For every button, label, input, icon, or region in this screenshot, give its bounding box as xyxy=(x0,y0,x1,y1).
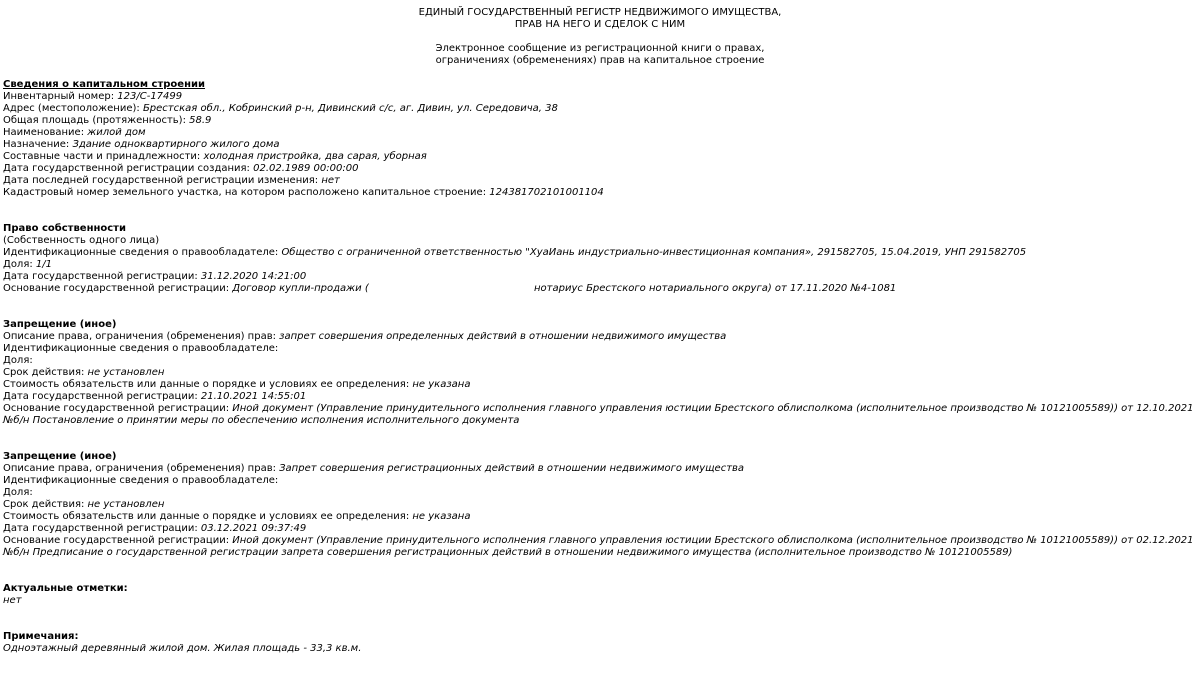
ban-section-1 xyxy=(3,319,1197,427)
row-label: Назначение: xyxy=(3,139,73,150)
row-label: Дата государственной регистрации создания: xyxy=(3,163,254,174)
row-label: Срок действия: xyxy=(3,499,88,510)
row-value: не указана xyxy=(412,511,471,522)
ban-row xyxy=(3,499,1197,511)
row-label: Инвентарный номер: xyxy=(3,91,118,102)
row-value: не установлен xyxy=(87,499,165,510)
ban-section-title: Запрещение (иное) xyxy=(3,319,117,330)
ban-row xyxy=(3,535,1197,559)
ban-row xyxy=(3,487,1197,499)
row-label: Срок действия: xyxy=(3,367,88,378)
building-row xyxy=(3,151,1197,163)
header-line-1: ЕДИНЫЙ ГОСУДАРСТВЕННЫЙ РЕГИСТР НЕДВИЖИМОГО ИМУЩЕСТВА, xyxy=(418,7,782,18)
building-row xyxy=(3,115,1197,127)
row-label: Общая площадь (протяженность): xyxy=(3,115,190,126)
building-row xyxy=(3,91,1197,103)
notes-section xyxy=(3,631,1197,655)
row-label: Стоимость обязательств или данные о порядке и условиях ее определения: xyxy=(3,511,413,522)
marks-value: нет xyxy=(3,595,22,606)
row-label: Дата государственной регистрации: xyxy=(3,391,201,402)
row-value: Здание одноквартирного жилого дома xyxy=(72,139,280,150)
building-row xyxy=(3,127,1197,139)
ownership-section-title: Право собственности xyxy=(3,223,126,234)
ban-row xyxy=(3,475,1197,487)
row-value: Иной документ (Управление принудительного исполнения главного управления юстиции Брестского облисполкома (исполнительное производство № 10121005589)) от 12.10.2021 №б/н Постановление о принятии меры по обеспечению исполнения исполнительного документа xyxy=(3,403,1194,426)
row-label: Идентификационные сведения о правообладателе: xyxy=(3,475,282,486)
building-row xyxy=(3,103,1197,115)
notes-section-title: Примечания: xyxy=(3,631,79,642)
row-value: не установлен xyxy=(87,367,165,378)
marks-section xyxy=(3,583,1197,607)
ban-section-2 xyxy=(3,451,1197,559)
row-label: Доля: xyxy=(3,355,36,366)
row-value: Договор купли-продажи ( нотариус Брестского нотариального округа) от 17.11.2020 №4-1081 xyxy=(232,283,897,294)
row-label: Дата государственной регистрации: xyxy=(3,271,201,282)
row-label: Наименование: xyxy=(3,127,88,138)
row-label: Основание государственной регистрации: xyxy=(3,535,233,546)
row-label: Основание государственной регистрации: xyxy=(3,403,233,414)
row-value: 1/1 xyxy=(35,259,52,270)
row-value: 03.12.2021 09:37:49 xyxy=(200,523,307,534)
row-value: холодная пристройка, два сарая, уборная xyxy=(203,151,427,162)
row-value: нет xyxy=(321,175,340,186)
row-value: не указана xyxy=(412,379,471,390)
building-section-title: Сведения о капитальном строении xyxy=(3,79,206,90)
ban-row xyxy=(3,331,1197,343)
ban-row xyxy=(3,511,1197,523)
row-label: Идентификационные сведения о правообладателе: xyxy=(3,343,282,354)
row-value: жилой дом xyxy=(87,127,146,138)
ban-row xyxy=(3,391,1197,403)
header-line-3: Электронное сообщение из регистрационной книги о правах, xyxy=(435,43,765,54)
header-line-4: ограничениях (обременениях) прав на капитальное строение xyxy=(435,55,765,66)
ownership-section xyxy=(3,223,1197,295)
ownership-row xyxy=(3,259,1197,271)
row-label: Описание права, ограничения (обременения) прав: xyxy=(3,463,280,474)
row-label: Описание права, ограничения (обременения) прав: xyxy=(3,331,280,342)
ban-row xyxy=(3,379,1197,391)
row-value: 124381702101001104 xyxy=(489,187,604,198)
notes-value: Одноэтажный деревянный жилой дом. Жилая площадь - 33,3 кв.м. xyxy=(3,643,362,654)
ban-row xyxy=(3,355,1197,367)
row-value: 58.9 xyxy=(189,115,212,126)
ownership-row xyxy=(3,247,1197,259)
row-value: 02.02.1989 00:00:00 xyxy=(253,163,359,174)
row-label: Доля: xyxy=(3,487,36,498)
row-value: 21.10.2021 14:55:01 xyxy=(200,391,307,402)
document-header xyxy=(3,7,1197,67)
row-label: Составные части и принадлежности: xyxy=(3,151,204,162)
row-label: Основание государственной регистрации: xyxy=(3,283,233,294)
building-row xyxy=(3,163,1197,175)
row-value: 31.12.2020 14:21:00 xyxy=(200,271,307,282)
ban-row xyxy=(3,523,1197,535)
building-row xyxy=(3,139,1197,151)
row-value: Брестская обл., Кобринский р-н, Дивинский с/с, аг. Дивин, ул. Середовича, 38 xyxy=(142,103,558,114)
ban-row xyxy=(3,343,1197,355)
ban-row xyxy=(3,403,1197,427)
row-value: 123/C-17499 xyxy=(117,91,183,102)
ban-row xyxy=(3,367,1197,379)
header-line-2: ПРАВ НА НЕГО И СДЕЛОК С НИМ xyxy=(514,19,686,30)
row-label: Кадастровый номер земельного участка, на котором расположено капитальное строение: xyxy=(3,187,490,198)
row-value: запрет совершения определенных действий в отношении недвижимого имущества xyxy=(279,331,727,342)
row-label: Дата последней государственной регистрации изменения: xyxy=(3,175,322,186)
marks-section-title: Актуальные отметки: xyxy=(3,583,128,594)
building-row xyxy=(3,175,1197,187)
ban-row xyxy=(3,463,1197,475)
row-value: Иной документ (Управление принудительного исполнения главного управления юстиции Брестского облисполкома (исполнительное производство № 10121005589)) от 02.12.2021 №б/н Предписание о государственной регистрации запрета совершения регистрационных действий в отношении недвижимого имущества (исполнительное производство № 10121005589) xyxy=(3,535,1194,558)
building-row xyxy=(3,187,1197,199)
row-value: Общество с ограниченной ответственностью "ХуаИань индустриально-инвестиционная компания», 291582705, 15.04.2019, УНП 291582705 xyxy=(281,247,1027,258)
ownership-row xyxy=(3,283,1197,295)
ownership-row xyxy=(3,271,1197,283)
building-section xyxy=(3,79,1197,199)
row-label: Адрес (местоположение): xyxy=(3,103,143,114)
row-label: Идентификационные сведения о правообладателе: xyxy=(3,247,282,258)
ownership-subtitle: (Собственность одного лица) xyxy=(3,235,160,246)
row-value: Запрет совершения регистрационных действий в отношении недвижимого имущества xyxy=(279,463,745,474)
row-label: Доля: xyxy=(3,259,36,270)
row-label: Стоимость обязательств или данные о порядке и условиях ее определения: xyxy=(3,379,413,390)
row-label: Дата государственной регистрации: xyxy=(3,523,201,534)
ban-section-title: Запрещение (иное) xyxy=(3,451,117,462)
